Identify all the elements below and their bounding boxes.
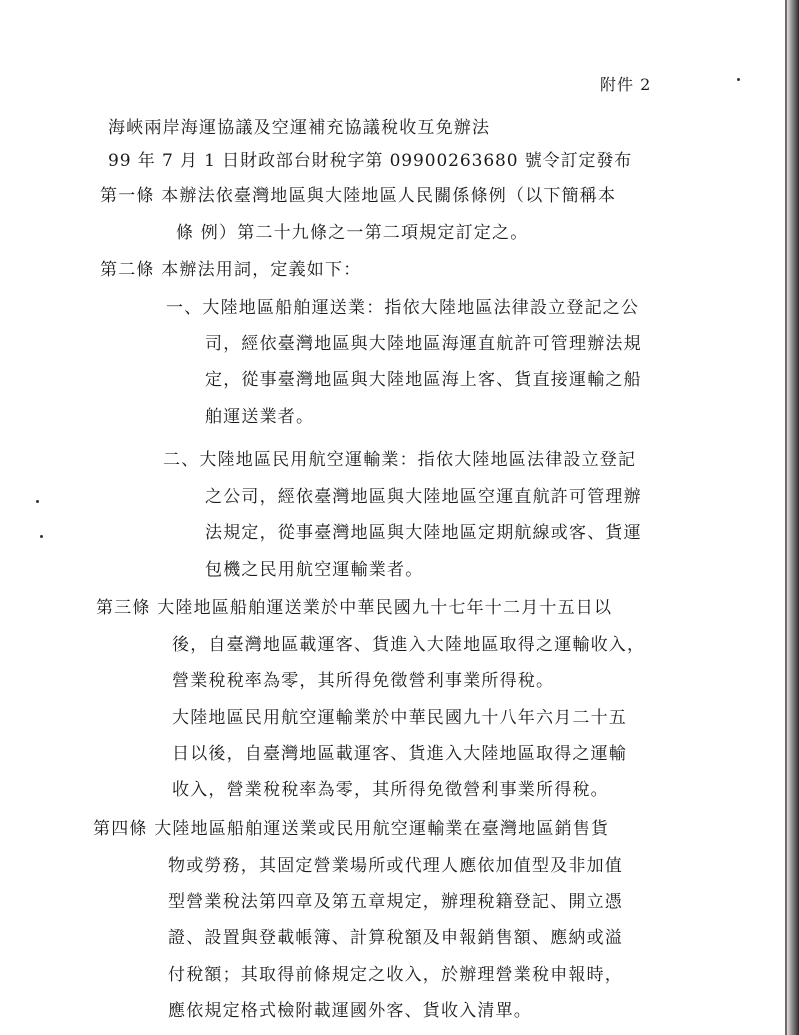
article-3-para-2-line: 日以後，自臺灣地區載運客、貨進入大陸地區取得之運輸 — [172, 744, 627, 764]
article-2-item-1-line: 定，從事臺灣地區與大陸地區海上客、貨直接運輸之船 — [205, 370, 642, 390]
article-2-item-2-line: 二、大陸地區民用航空運輸業：指依大陸地區法律設立登記 — [163, 450, 637, 470]
article-3-para-2-line: 收入，營業稅稅率為零，其所得免徵營利事業所得稅。 — [172, 780, 609, 800]
article-2-item-2-line: 法規定，從事臺灣地區與大陸地區定期航線或客、貨運 — [205, 523, 642, 543]
issuance-note: 99 年 7 月 1 日財政部台財稅字第 09900263680 號令訂定發布 — [108, 151, 633, 171]
scan-speck — [737, 78, 740, 81]
scan-edge-line — [785, 0, 787, 1035]
article-3-line: 後，自臺灣地區載運客、貨進入大陸地區取得之運輸收入， — [172, 635, 646, 655]
article-2-heading: 第二條 本辦法用詞，定義如下： — [100, 260, 362, 280]
article-2-item-2-line: 之公司，經依臺灣地區與大陸地區空運直航許可管理辦 — [205, 487, 642, 507]
article-2-item-2-line: 包機之民用航空運輸業者。 — [205, 560, 424, 580]
article-4-line: 應依規定格式檢附載運國外客、貨收入清單。 — [168, 1001, 532, 1021]
article-4-line: 第四條 大陸地區船舶運送業或民用航空運輸業在臺灣地區銷售貨 — [93, 819, 610, 839]
article-1-line: 第一條 本辦法依臺灣地區與大陸地區人民關係條例（以下簡稱本 — [100, 186, 617, 206]
article-3-line: 營業稅稅率為零，其所得免徵營利事業所得稅。 — [172, 671, 555, 691]
article-3-line: 第三條 大陸地區船舶運送業於中華民國九十七年十二月十五日以 — [96, 598, 613, 618]
article-2-item-1-line: 司，經依臺灣地區與大陸地區海運直航許可管理辦法規 — [205, 334, 642, 354]
attachment-label: 附件 2 — [600, 75, 652, 94]
article-4-line: 物或勞務，其固定營業場所或代理人應依加值型及非加值 — [168, 856, 623, 876]
scan-speck — [36, 500, 39, 503]
article-2-item-1-line: 舶運送業者。 — [205, 407, 315, 427]
article-1-line: 條 例）第二十九條之一第二項規定訂定之。 — [176, 223, 529, 243]
article-4-line: 付稅額；其取得前條規定之收入，於辦理營業稅申報時， — [168, 965, 623, 985]
scan-edge-shadow — [785, 0, 799, 1035]
article-4-line: 型營業稅法第四章及第五章規定，辦理稅籍登記、開立憑 — [168, 892, 623, 912]
document-title: 海峽兩岸海運協議及空運補充協議稅收互免辦法 — [108, 118, 491, 138]
article-2-item-1-line: 一、大陸地區船舶運送業：指依大陸地區法律設立登記之公 — [166, 298, 640, 318]
article-4-line: 證、設置與登載帳簿、計算稅額及申報銷售額、應納或溢 — [168, 928, 623, 948]
article-3-para-2-line: 大陸地區民用航空運輸業於中華民國九十八年六月二十五 — [172, 708, 627, 728]
scan-speck — [40, 535, 43, 538]
